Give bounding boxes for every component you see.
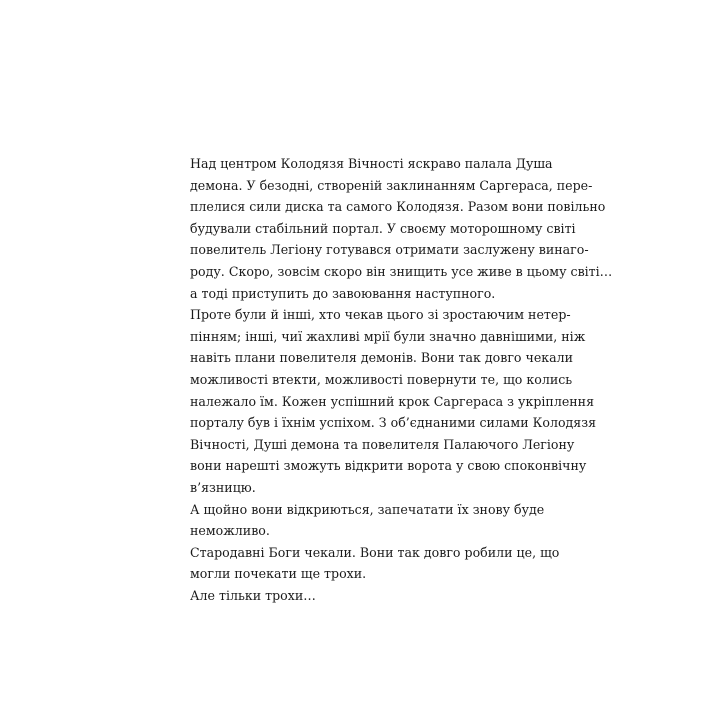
text-line: плелися сили диска та самого Колодязя. Разом вони повільно [190, 199, 606, 215]
paragraph-2 [170, 304, 597, 498]
text-line: навіть плани повелителя демонів. Вони так довго чекали [190, 350, 574, 366]
text-line: Проте були й інші, хто чекав цього зі зростаючим нетер- [190, 307, 571, 323]
text-line: в’язницю. [190, 479, 256, 495]
paragraph-3 [170, 499, 545, 542]
text-line: Над центром Колодязя Вічності яскраво палала Душа [190, 156, 553, 171]
text-line: А щойно вони відкриються, запечатати їх знову буде [190, 501, 545, 517]
text-line: можливості втекти, можливості повернути те, що колись [190, 371, 573, 387]
paragraph-5 [170, 585, 525, 607]
text-line: а тоді приступить до завоювання наступного. [190, 285, 496, 301]
text-line: Стародавні Боги чекали. Вони так довго робили це, що [190, 544, 560, 560]
text-line: Вічності, Душі демона та повелителя Палаючого Легіону [190, 436, 575, 452]
paragraph-4 [170, 542, 560, 585]
text-line: демона. У безодні, створеній заклинанням Саргераса, пере- [190, 177, 593, 193]
text-line: могли почекати ще трохи. [190, 566, 367, 582]
text-line: порталу був і їхнім успіхом. З об’єднаними силами Колодязя [190, 415, 597, 431]
text-line: вони нарешті зможуть відкрити ворота у свою споконвічну [190, 458, 587, 474]
text-line: роду. Скоро, зовсім скоро він знищить усе живе в цьому світі… [190, 263, 613, 279]
text-line: належало їм. Кожен успішний крок Саргераса з укріплення [190, 393, 595, 409]
text-line: неможливо. [190, 523, 270, 539]
text-line: будували стабільний портал. У своєму моторошному світі [190, 220, 576, 236]
page-text [170, 153, 613, 606]
text-line: пінням; інші, чиї жахливі мрії були значно давнішими, ніж [190, 328, 586, 344]
text-line: повелитель Легіону готувався отримати заслужену винаго- [190, 242, 589, 258]
paragraph-1 [170, 153, 613, 304]
text-line: Але тільки трохи… [190, 587, 316, 603]
